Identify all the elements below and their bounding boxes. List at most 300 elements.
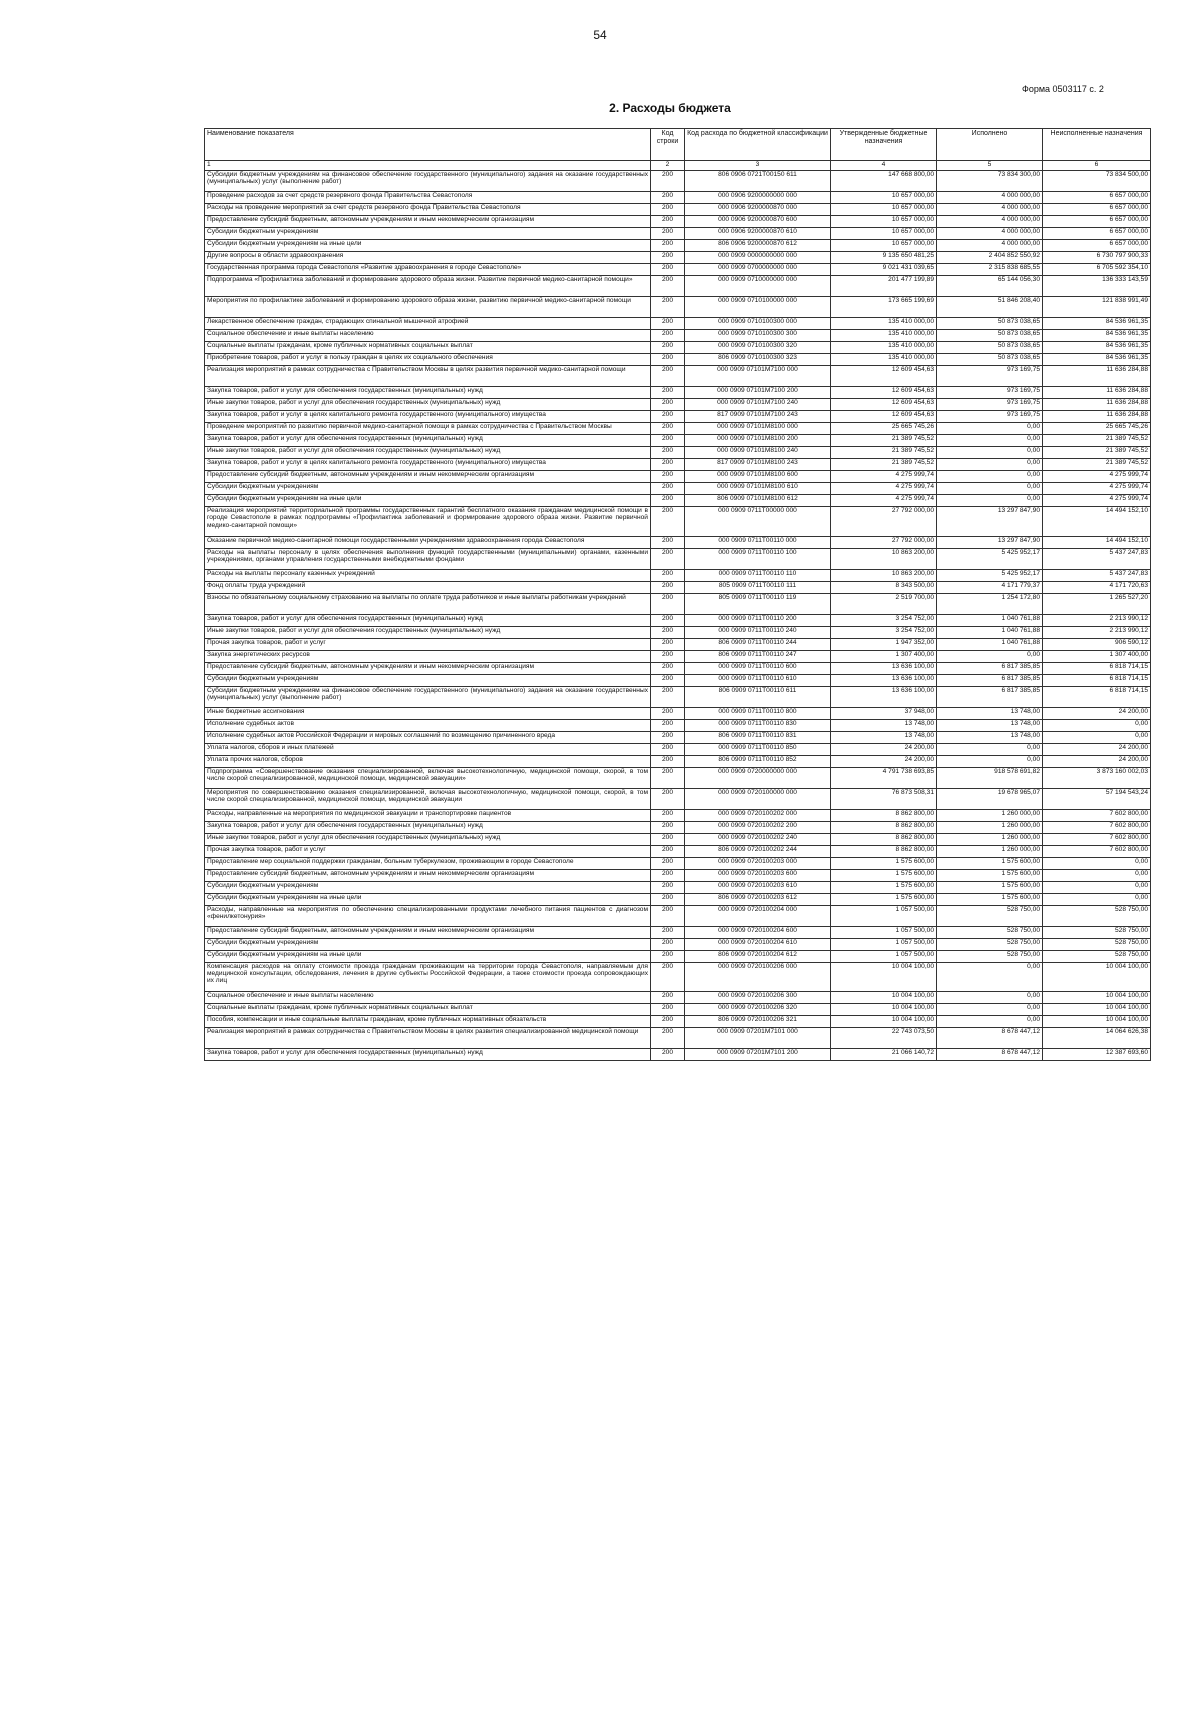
cell-name: Государственная программа города Севастополя «Развитие здравоохранения в городе Севастополе»	[205, 264, 651, 276]
cell-unexecuted: 24 200,00	[1043, 743, 1151, 755]
cell-line: 200	[651, 216, 685, 228]
table-row	[205, 423, 1151, 435]
cell-executed: 1 040 761,88	[937, 626, 1043, 638]
cell-code: 000 0909 0720100206 000	[685, 962, 831, 992]
cell-line: 200	[651, 893, 685, 905]
table-row	[205, 252, 1151, 264]
cell-approved: 9 135 650 481,25	[831, 252, 937, 264]
cell-name: Предоставление субсидий бюджетным, автономным учреждениям и иным некоммерческим организациям	[205, 869, 651, 881]
cell-unexecuted: 906 590,12	[1043, 638, 1151, 650]
cell-executed: 0,00	[937, 459, 1043, 471]
table-row	[205, 411, 1151, 423]
table-row	[205, 264, 1151, 276]
table-row	[205, 881, 1151, 893]
cell-code: 817 0909 07101M8100 243	[685, 459, 831, 471]
cell-approved: 10 004 100,00	[831, 962, 937, 992]
cell-code: 806 0909 0711T00110 244	[685, 638, 831, 650]
table-row	[205, 459, 1151, 471]
cell-unexecuted: 2 213 990,12	[1043, 626, 1151, 638]
cell-executed: 51 846 208,40	[937, 297, 1043, 318]
table-row	[205, 171, 1151, 192]
cell-executed: 4 000 000,00	[937, 192, 1043, 204]
cell-name: Закупка товаров, работ и услуг для обеспечения государственных (муниципальных) нужд	[205, 1049, 651, 1061]
cell-approved: 10 004 100,00	[831, 1004, 937, 1016]
cell-name: Оказание первичной медико-санитарной помощи государственными учреждениями здравоохранения города Севастополя	[205, 536, 651, 548]
cell-unexecuted: 21 389 745,52	[1043, 435, 1151, 447]
cell-line: 200	[651, 719, 685, 731]
cell-code: 806 0909 0710100300 323	[685, 354, 831, 366]
cell-unexecuted: 84 536 961,35	[1043, 354, 1151, 366]
cell-name: Субсидии бюджетным учреждениям на иные цели	[205, 240, 651, 252]
cell-code: 000 0909 0720100203 600	[685, 869, 831, 881]
cell-unexecuted: 121 838 991,49	[1043, 297, 1151, 318]
cell-line: 200	[651, 905, 685, 926]
cell-executed: 4 000 000,00	[937, 240, 1043, 252]
cell-executed: 528 750,00	[937, 905, 1043, 926]
cell-approved: 1 575 600,00	[831, 869, 937, 881]
cell-name: Предоставление субсидий бюджетным, автономным учреждениям и иным некоммерческим организациям	[205, 216, 651, 228]
cell-unexecuted: 10 004 100,00	[1043, 1004, 1151, 1016]
cell-executed: 528 750,00	[937, 938, 1043, 950]
table-row	[205, 743, 1151, 755]
table-row	[205, 471, 1151, 483]
table-row	[205, 1004, 1151, 1016]
cell-approved: 21 389 745,52	[831, 435, 937, 447]
cell-name: Субсидии бюджетным учреждениям	[205, 674, 651, 686]
cell-unexecuted: 7 602 800,00	[1043, 821, 1151, 833]
cell-unexecuted: 6 657 000,00	[1043, 240, 1151, 252]
table-row	[205, 276, 1151, 297]
cell-name: Расходы, направленные на мероприятия по обеспечению специализированными продуктами лечебного питания пациентов с диагнозом «фенилкетонурия»	[205, 905, 651, 926]
table-row	[205, 581, 1151, 593]
cell-name: Иные бюджетные ассигнования	[205, 707, 651, 719]
cell-approved: 1 057 500,00	[831, 905, 937, 926]
cell-code: 000 0909 0720100203 610	[685, 881, 831, 893]
cell-executed: 4 000 000,00	[937, 216, 1043, 228]
cell-approved: 13 636 100,00	[831, 662, 937, 674]
cell-name: Прочая закупка товаров, работ и услуг	[205, 845, 651, 857]
cell-approved: 13 636 100,00	[831, 686, 937, 707]
table-row	[205, 342, 1151, 354]
page-number: 54	[593, 28, 607, 42]
cell-code: 806 0909 0711T00110 247	[685, 650, 831, 662]
cell-unexecuted: 21 389 745,52	[1043, 459, 1151, 471]
cell-code: 000 0909 0711T00110 600	[685, 662, 831, 674]
table-row	[205, 1016, 1151, 1028]
table-row	[205, 788, 1151, 809]
cell-name: Социальные выплаты гражданам, кроме публичных нормативных социальных выплат	[205, 1004, 651, 1016]
cell-code: 000 0909 07101M8100 200	[685, 435, 831, 447]
cell-approved: 8 862 800,00	[831, 833, 937, 845]
cell-name: Исполнение судебных актов	[205, 719, 651, 731]
cell-code: 000 0909 0720100204 600	[685, 926, 831, 938]
cell-code: 817 0909 07101M7100 243	[685, 411, 831, 423]
cell-code: 000 0909 07101M7100 000	[685, 366, 831, 387]
table-row	[205, 192, 1151, 204]
cell-line: 200	[651, 354, 685, 366]
cell-name: Социальное обеспечение и иные выплаты населению	[205, 992, 651, 1004]
cell-approved: 8 862 800,00	[831, 821, 937, 833]
cell-name: Субсидии бюджетным учреждениям на иные цели	[205, 950, 651, 962]
cell-line: 200	[651, 399, 685, 411]
cell-executed: 6 817 385,85	[937, 674, 1043, 686]
cell-name: Предоставление субсидий бюджетным, автономным учреждениям и иным некоммерческим организациям	[205, 662, 651, 674]
cell-code: 000 0906 9200000870 600	[685, 216, 831, 228]
cell-line: 200	[651, 192, 685, 204]
cell-approved: 76 873 508,31	[831, 788, 937, 809]
cell-line: 200	[651, 330, 685, 342]
cell-line: 200	[651, 204, 685, 216]
cell-code: 000 0909 0720100204 610	[685, 938, 831, 950]
cell-name: Иные закупки товаров, работ и услуг для обеспечения государственных (муниципальных) нужд	[205, 447, 651, 459]
cell-unexecuted: 6 818 714,15	[1043, 662, 1151, 674]
cell-approved: 8 862 800,00	[831, 845, 937, 857]
cell-executed: 1 575 600,00	[937, 881, 1043, 893]
cell-line: 200	[651, 387, 685, 399]
table-row	[205, 536, 1151, 548]
cell-code: 000 0909 07101M8100 000	[685, 423, 831, 435]
cell-executed: 5 425 952,17	[937, 548, 1043, 569]
cell-approved: 135 410 000,00	[831, 342, 937, 354]
cell-executed: 1 254 172,80	[937, 593, 1043, 614]
cell-approved: 10 004 100,00	[831, 992, 937, 1004]
cell-unexecuted: 0,00	[1043, 881, 1151, 893]
cell-approved: 135 410 000,00	[831, 318, 937, 330]
cell-unexecuted: 11 636 284,88	[1043, 387, 1151, 399]
cell-line: 200	[651, 252, 685, 264]
cell-name: Проведение расходов за счет средств резервного фонда Правительства Севастополя	[205, 192, 651, 204]
cell-name: Фонд оплаты труда учреждений	[205, 581, 651, 593]
cell-name: Субсидии бюджетным учреждениям	[205, 483, 651, 495]
index-cell: 2	[651, 161, 685, 171]
cell-unexecuted: 4 275 999,74	[1043, 495, 1151, 507]
cell-approved: 25 665 745,26	[831, 423, 937, 435]
cell-name: Уплата налогов, сборов и иных платежей	[205, 743, 651, 755]
cell-name: Закупка товаров, работ и услуг для обеспечения государственных (муниципальных) нужд	[205, 614, 651, 626]
cell-line: 200	[651, 171, 685, 192]
cell-unexecuted: 10 004 100,00	[1043, 992, 1151, 1004]
cell-name: Проведение мероприятий по развитию первичной медико-санитарной помощи в рамках сотрудничества с Правительством Москвы	[205, 423, 651, 435]
cell-name: Иные закупки товаров, работ и услуг для обеспечения государственных (муниципальных) нужд	[205, 399, 651, 411]
cell-approved: 24 200,00	[831, 743, 937, 755]
cell-approved: 22 743 073,50	[831, 1028, 937, 1049]
cell-unexecuted: 0,00	[1043, 893, 1151, 905]
cell-line: 200	[651, 938, 685, 950]
table-row	[205, 1049, 1151, 1061]
table-row	[205, 869, 1151, 881]
cell-code: 000 0909 0720100206 320	[685, 1004, 831, 1016]
cell-unexecuted: 84 536 961,35	[1043, 318, 1151, 330]
cell-executed: 50 873 038,65	[937, 318, 1043, 330]
cell-executed: 973 169,75	[937, 366, 1043, 387]
cell-line: 200	[651, 318, 685, 330]
cell-unexecuted: 7 602 800,00	[1043, 809, 1151, 821]
cell-unexecuted: 24 200,00	[1043, 707, 1151, 719]
cell-line: 200	[651, 881, 685, 893]
cell-line: 200	[651, 686, 685, 707]
cell-unexecuted: 73 834 500,00	[1043, 171, 1151, 192]
cell-unexecuted: 11 636 284,88	[1043, 366, 1151, 387]
cell-line: 200	[651, 423, 685, 435]
table-row	[205, 318, 1151, 330]
cell-code: 000 0909 07101M8100 240	[685, 447, 831, 459]
cell-name: Подпрограмма «Совершенствование оказания специализированной, включая высокотехнологичную, медицинской помощи, скорой, в том числе скорой специализированной, медицинской помощи, медицинской эвакуации»	[205, 767, 651, 788]
cell-name: Расходы, направленные на мероприятия по медицинской эвакуации и транспортировке пациентов	[205, 809, 651, 821]
cell-name: Расходы на выплаты персоналу казенных учреждений	[205, 569, 651, 581]
cell-line: 200	[651, 548, 685, 569]
cell-code: 000 0909 07101M8100 610	[685, 483, 831, 495]
table-row	[205, 857, 1151, 869]
cell-code: 000 0909 0710100300 320	[685, 342, 831, 354]
cell-name: Закупка товаров, работ и услуг для обеспечения государственных (муниципальных) нужд	[205, 821, 651, 833]
cell-unexecuted: 84 536 961,35	[1043, 330, 1151, 342]
cell-executed: 19 678 965,07	[937, 788, 1043, 809]
cell-code: 806 0909 0720100204 612	[685, 950, 831, 962]
cell-executed: 6 817 385,85	[937, 662, 1043, 674]
cell-unexecuted: 528 750,00	[1043, 926, 1151, 938]
cell-unexecuted: 2 213 990,12	[1043, 614, 1151, 626]
cell-name: Субсидии бюджетным учреждениям	[205, 881, 651, 893]
cell-name: Подпрограмма «Профилактика заболеваний и формирование здорового образа жизни. Развитие первичной медико-санитарной помощи»	[205, 276, 651, 297]
cell-line: 200	[651, 483, 685, 495]
cell-approved: 12 609 454,63	[831, 387, 937, 399]
cell-executed: 13 748,00	[937, 719, 1043, 731]
cell-unexecuted: 84 536 961,35	[1043, 342, 1151, 354]
table-row	[205, 447, 1151, 459]
cell-executed: 0,00	[937, 483, 1043, 495]
index-cell: 3	[685, 161, 831, 171]
cell-unexecuted: 528 750,00	[1043, 905, 1151, 926]
cell-line: 200	[651, 788, 685, 809]
cell-executed: 0,00	[937, 495, 1043, 507]
cell-name: Закупка товаров, работ и услуг в целях капитального ремонта государственного (муниципального) имущества	[205, 459, 651, 471]
cell-name: Компенсация расходов на оплату стоимости проезда гражданам проживающим на территории города Севастополя, направляемым для медицинской консультации, обследования, лечения в другие субъекты Российской Федерации, а также стоимости проезда сопровождающих их лиц	[205, 962, 651, 992]
cell-code: 000 0909 07101M8100 600	[685, 471, 831, 483]
cell-approved: 9 021 431 039,65	[831, 264, 937, 276]
cell-line: 200	[651, 821, 685, 833]
cell-unexecuted: 7 602 800,00	[1043, 845, 1151, 857]
cell-approved: 13 748,00	[831, 719, 937, 731]
cell-line: 200	[651, 1016, 685, 1028]
table-row	[205, 240, 1151, 252]
cell-unexecuted: 21 389 745,52	[1043, 447, 1151, 459]
cell-executed: 0,00	[937, 992, 1043, 1004]
index-cell: 4	[831, 161, 937, 171]
cell-executed: 973 169,75	[937, 387, 1043, 399]
cell-name: Уплата прочих налогов, сборов	[205, 755, 651, 767]
table-row	[205, 507, 1151, 537]
cell-unexecuted: 0,00	[1043, 857, 1151, 869]
cell-line: 200	[651, 674, 685, 686]
cell-executed: 1 575 600,00	[937, 893, 1043, 905]
cell-name: Пособия, компенсации и иные социальные выплаты гражданам, кроме публичных нормативных обязательств	[205, 1016, 651, 1028]
cell-unexecuted: 3 873 160 002,03	[1043, 767, 1151, 788]
cell-line: 200	[651, 833, 685, 845]
cell-approved: 1 947 352,00	[831, 638, 937, 650]
table-row	[205, 435, 1151, 447]
cell-unexecuted: 1 307 400,00	[1043, 650, 1151, 662]
cell-approved: 4 275 999,74	[831, 471, 937, 483]
cell-executed: 50 873 038,65	[937, 354, 1043, 366]
cell-executed: 50 873 038,65	[937, 342, 1043, 354]
cell-executed: 8 678 447,12	[937, 1049, 1043, 1061]
table-row	[205, 845, 1151, 857]
cell-unexecuted: 57 194 543,24	[1043, 788, 1151, 809]
cell-code: 000 0909 0720100204 000	[685, 905, 831, 926]
cell-code: 000 0909 0710100300 000	[685, 318, 831, 330]
cell-line: 200	[651, 992, 685, 1004]
cell-name: Субсидии бюджетным учреждениям на финансовое обеспечение государственного (муниципального) задания на оказание государственных (муниципальных) услуг (выполнение работ)	[205, 686, 651, 707]
cell-name: Закупка энергетических ресурсов	[205, 650, 651, 662]
cell-code: 806 0906 9200000870 612	[685, 240, 831, 252]
index-row	[205, 161, 1151, 171]
cell-unexecuted: 6 657 000,00	[1043, 216, 1151, 228]
cell-unexecuted: 6 818 714,15	[1043, 686, 1151, 707]
cell-line: 200	[651, 857, 685, 869]
table-row	[205, 650, 1151, 662]
cell-name: Предоставление субсидий бюджетным, автономным учреждениям и иным некоммерческим организациям	[205, 926, 651, 938]
cell-unexecuted: 4 275 999,74	[1043, 483, 1151, 495]
cell-line: 200	[651, 447, 685, 459]
cell-name: Закупка товаров, работ и услуг для обеспечения государственных (муниципальных) нужд	[205, 387, 651, 399]
cell-name: Субсидии бюджетным учреждениям на иные цели	[205, 893, 651, 905]
cell-executed: 8 678 447,12	[937, 1028, 1043, 1049]
cell-line: 200	[651, 869, 685, 881]
cell-code: 000 0909 0720100202 000	[685, 809, 831, 821]
cell-code: 000 0909 0710000000 000	[685, 276, 831, 297]
table-row	[205, 707, 1151, 719]
cell-executed: 0,00	[937, 435, 1043, 447]
cell-code: 000 0909 0711T00110 610	[685, 674, 831, 686]
cell-line: 200	[651, 495, 685, 507]
cell-unexecuted: 0,00	[1043, 719, 1151, 731]
header-line: Код строки	[651, 129, 685, 161]
cell-code: 806 0909 0720100202 244	[685, 845, 831, 857]
cell-name: Реализация мероприятий территориальной программы государственных гарантий бесплатного оказания гражданам медицинской помощи в городе Севастополе в рамках подпрограммы «Профилактика заболеваний и формирование здорового образа жизни. Развитие первичной медико-санитарной помощи»	[205, 507, 651, 537]
cell-approved: 147 668 800,00	[831, 171, 937, 192]
cell-code: 806 0909 0711T00110 852	[685, 755, 831, 767]
cell-name: Прочая закупка товаров, работ и услуг	[205, 638, 651, 650]
cell-executed: 73 834 300,00	[937, 171, 1043, 192]
cell-line: 200	[651, 276, 685, 297]
cell-approved: 24 200,00	[831, 755, 937, 767]
cell-line: 200	[651, 240, 685, 252]
cell-name: Реализация мероприятий в рамках сотрудничества с Правительством Москвы в целях развития первичной медико-санитарной помощи	[205, 366, 651, 387]
cell-unexecuted: 528 750,00	[1043, 938, 1151, 950]
table-row	[205, 674, 1151, 686]
cell-line: 200	[651, 264, 685, 276]
table-row	[205, 614, 1151, 626]
cell-code: 000 0909 0710100000 000	[685, 297, 831, 318]
cell-approved: 12 609 454,63	[831, 399, 937, 411]
cell-line: 200	[651, 569, 685, 581]
cell-name: Субсидии бюджетным учреждениям на иные цели	[205, 495, 651, 507]
cell-executed: 1 260 000,00	[937, 845, 1043, 857]
header-approved: Утвержденные бюджетные назначения	[831, 129, 937, 161]
cell-approved: 201 477 199,89	[831, 276, 937, 297]
table-row	[205, 297, 1151, 318]
cell-line: 200	[651, 1004, 685, 1016]
cell-unexecuted: 11 636 284,88	[1043, 399, 1151, 411]
cell-executed: 1 260 000,00	[937, 821, 1043, 833]
cell-line: 200	[651, 536, 685, 548]
table-body	[205, 171, 1151, 1061]
table-row	[205, 950, 1151, 962]
cell-executed: 1 260 000,00	[937, 833, 1043, 845]
table-row	[205, 495, 1151, 507]
table-row	[205, 686, 1151, 707]
cell-unexecuted: 6 818 714,15	[1043, 674, 1151, 686]
cell-executed: 973 169,75	[937, 411, 1043, 423]
cell-executed: 1 575 600,00	[937, 857, 1043, 869]
header-name: Наименование показателя	[205, 129, 651, 161]
cell-unexecuted: 0,00	[1043, 731, 1151, 743]
table-row	[205, 767, 1151, 788]
cell-approved: 1 307 400,00	[831, 650, 937, 662]
cell-approved: 3 254 752,00	[831, 626, 937, 638]
cell-executed: 13 297 847,90	[937, 507, 1043, 537]
table-row	[205, 893, 1151, 905]
table-row	[205, 821, 1151, 833]
cell-unexecuted: 6 657 000,00	[1043, 228, 1151, 240]
table-row	[205, 926, 1151, 938]
table-row	[205, 399, 1151, 411]
table-row	[205, 366, 1151, 387]
cell-name: Предоставление субсидий бюджетным, автономным учреждениям и иным некоммерческим организациям	[205, 471, 651, 483]
table-row	[205, 962, 1151, 992]
table-row	[205, 905, 1151, 926]
cell-line: 200	[651, 845, 685, 857]
cell-line: 200	[651, 507, 685, 537]
cell-unexecuted: 14 064 626,38	[1043, 1028, 1151, 1049]
cell-executed: 1 260 000,00	[937, 809, 1043, 821]
cell-name: Иные закупки товаров, работ и услуг для обеспечения государственных (муниципальных) нужд	[205, 626, 651, 638]
table-row	[205, 569, 1151, 581]
cell-code: 000 0909 0720100000 000	[685, 788, 831, 809]
cell-executed: 0,00	[937, 1016, 1043, 1028]
cell-unexecuted: 4 275 999,74	[1043, 471, 1151, 483]
cell-unexecuted: 0,00	[1043, 869, 1151, 881]
cell-code: 000 0909 0711T00110 000	[685, 536, 831, 548]
cell-line: 200	[651, 228, 685, 240]
cell-unexecuted: 6 657 000,00	[1043, 192, 1151, 204]
cell-executed: 13 748,00	[937, 707, 1043, 719]
cell-approved: 1 057 500,00	[831, 950, 937, 962]
cell-approved: 27 792 000,00	[831, 507, 937, 537]
table-row	[205, 833, 1151, 845]
cell-approved: 21 389 745,52	[831, 459, 937, 471]
cell-line: 200	[651, 809, 685, 821]
cell-name: Реализация мероприятий в рамках сотрудничества с Правительством Москвы в целях развития специализированной медицинской помощи	[205, 1028, 651, 1049]
cell-line: 200	[651, 471, 685, 483]
cell-approved: 10 863 200,00	[831, 548, 937, 569]
cell-line: 200	[651, 614, 685, 626]
cell-executed: 0,00	[937, 755, 1043, 767]
cell-name: Закупка товаров, работ и услуг для обеспечения государственных (муниципальных) нужд	[205, 435, 651, 447]
cell-approved: 173 665 199,69	[831, 297, 937, 318]
cell-line: 200	[651, 638, 685, 650]
cell-name: Субсидии бюджетным учреждениям	[205, 938, 651, 950]
cell-code: 000 0909 07201M7101 000	[685, 1028, 831, 1049]
cell-name: Расходы на выплаты персоналу в целях обеспечения выполнения функций государственными (муниципальными) органами, казенными учреждениями, органами управления государственными внебюджетными фондами	[205, 548, 651, 569]
cell-line: 200	[651, 411, 685, 423]
cell-approved: 10 657 000,00	[831, 240, 937, 252]
cell-line: 200	[651, 707, 685, 719]
form-label: Форма 0503117 с. 2	[1022, 84, 1104, 94]
table-row	[205, 330, 1151, 342]
cell-line: 200	[651, 731, 685, 743]
cell-code: 000 0906 9200000870 000	[685, 204, 831, 216]
